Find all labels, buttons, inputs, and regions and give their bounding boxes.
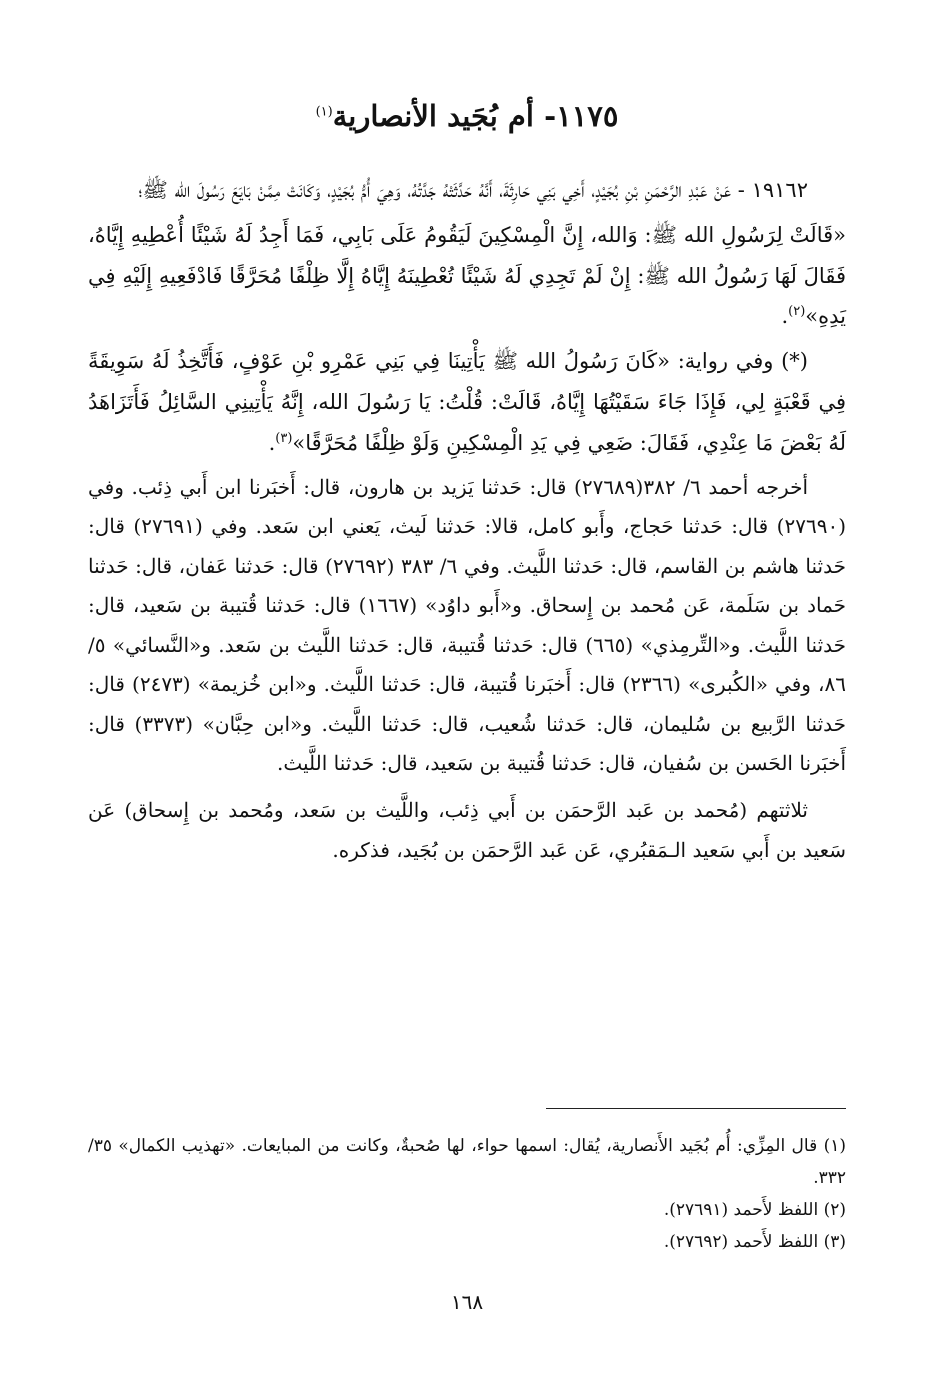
- main-text: [88, 170, 846, 874]
- hadith-matn: «قَالَتْ لِرَسُولِ الله ﷺ: وَالله، إِنَّ الْمِسْكِينَ لَيَقُومُ عَلَى بَابِي، فَمَا أَجِدُ لَهُ شَيْئًا أُعْطِيهِ إِيَّاهُ، فَقَالَ لَهَا رَسُولُ الله ﷺ: إِنْ لَمْ تَجِدِي لَهُ شَيْئًا تُعْطِينَهُ إِيَّاهُ إِلَّا ظِلْفًا مُحَرَّقًا فَادْفَعِيهِ إِلَيْهِ فِي يَدِهِ»: [88, 222, 846, 329]
- hadith-number: ١٩١٦٢: [751, 178, 808, 202]
- footnote-2: (٢) اللفظ لأَحمد (٢٧٦٩١).: [663, 1200, 846, 1220]
- footnote-divider: [546, 1108, 846, 1109]
- chapter-separator: -: [544, 99, 557, 133]
- title-footnote-marker: (١): [315, 104, 333, 120]
- book-page: [88, 0, 846, 1379]
- hadith-matn-paragraph: [88, 215, 846, 337]
- hadith-isnad: - عَنْ عَبْدِ الرَّحْمَنِ بْنِ بُجَيْدٍ، أَخِي بَنِي حَارِثَةَ، أَنَّهُ حَدَّثَتْهُ جَدَّتُهُ، وَهِيَ أُمُّ بُجَيْدٍ، وَكَانَتْ مِمَّنْ بَايَعَ رَسُولَ الله ﷺ؛: [138, 178, 745, 202]
- matn-end-mark: .: [781, 304, 789, 329]
- page-number: ١٦٨: [450, 1290, 484, 1314]
- footnote-1: (١) قال المِزِّي: أُم بُجَيد الأَنصارية، يُقال: اسمها حواء، لها صُحبةٌ، وكانت من المبايعات. «تهذيب الكمال» ٣٥/ ٣٣٢.: [88, 1136, 846, 1188]
- riwaya-text: (*) وفي رواية: «كَانَ رَسُولُ الله ﷺ يَأْتِينَا فِي بَنِي عَمْرِو بْنِ عَوْفٍ، فَأَتَّخِذُ لَهُ سَوِيقَةً فِي قَعْبَةٍ لِي، فَإِذَا جَاءَ سَقَيْتُهَا إِيَّاهُ، قَالَتْ: قُلْتُ: يَا رَسُولَ الله، إِنَّهُ يَأْتِينِي السَّائِلُ فَأَتَزَاهَدُ لَهُ بَعْضَ مَا عِنْدِي، فَقَالَ: ضَعِي فِي يَدِ الْمِسْكِينِ وَلَوْ ظِلْفًا مُحَرَّقًا»: [88, 349, 846, 455]
- conclusion-paragraph: ثلاثتهم (مُحمد بن عَبد الرَّحمَن بن أَبي ذِئب، واللَّيث بن سَعد، ومُحمد بن إِسحاق) عَن سَعيد بن أَبي سَعيد الـمَقبُري، عَن عَبد الرَّحمَن بن بُجَيد، فذكره.: [88, 797, 846, 862]
- riwaya-end-mark: .: [268, 430, 276, 455]
- matn-footnote-marker: (٢): [788, 304, 806, 320]
- riwaya-paragraph: [88, 341, 846, 463]
- chapter-name: أم بُجَيد الأنصارية: [332, 99, 534, 133]
- hadith-isnad-paragraph: [88, 170, 846, 211]
- chapter-number: ١١٧٥: [556, 99, 619, 133]
- footnotes: [88, 1130, 846, 1258]
- footnote-3: (٣) اللفظ لأَحمد (٢٧٦٩٢).: [663, 1232, 846, 1252]
- riwaya-footnote-marker: (٣): [275, 430, 293, 446]
- takhrij-paragraph: أخرجه أحمد ٦/ ٣٨٢(٢٧٦٨٩) قال: حَدثنا يَزيد بن هارون، قال: أَخبَرنا ابن أَبي ذِئب. وفي (٢٧٦٩٠) قال: حَدثنا حَجاج، وأَبو كامل، قالا: حَدثنا لَيث، يَعني ابن سَعد. وفي (٢٧٦٩١) قال: حَدثنا هاشم بن القاسم، قال: حَدثنا اللَّيث. وفي ٦/ ٣٨٣ (٢٧٦٩٢) قال: حَدثنا عَفان، قال: حَدثنا حَماد بن سَلَمة، عَن مُحمد بن إِسحاق. و«أَبو داوُد» (١٦٦٧) قال: حَدثنا قُتيبة بن سَعيد، قال: حَدثنا اللَّيث. و«التِّرمِذي» (٦٦٥) قال: حَدثنا قُتيبة، قال: حَدثنا اللَّيث بن سَعد. و«النَّسائي» ٥/ ٨٦، وفي «الكُبرى» (٢٣٦٦) قال: أَخبَرنا قُتيبة، قال: حَدثنا اللَّيث. و«ابن خُزيمة» (٢٤٧٣) قال: حَدثنا الرَّبيع بن سُليمان، قال: حَدثنا شُعيب، قال: حَدثنا اللَّيث. و«ابن حِبَّان» (٣٣٧٣) قال: أَخبَرنا الحَسن بن سُفيان، قال: حَدثنا قُتيبة بن سَعيد، قال: حَدثنا اللَّيث.: [88, 474, 847, 776]
- chapter-title: [88, 96, 846, 136]
